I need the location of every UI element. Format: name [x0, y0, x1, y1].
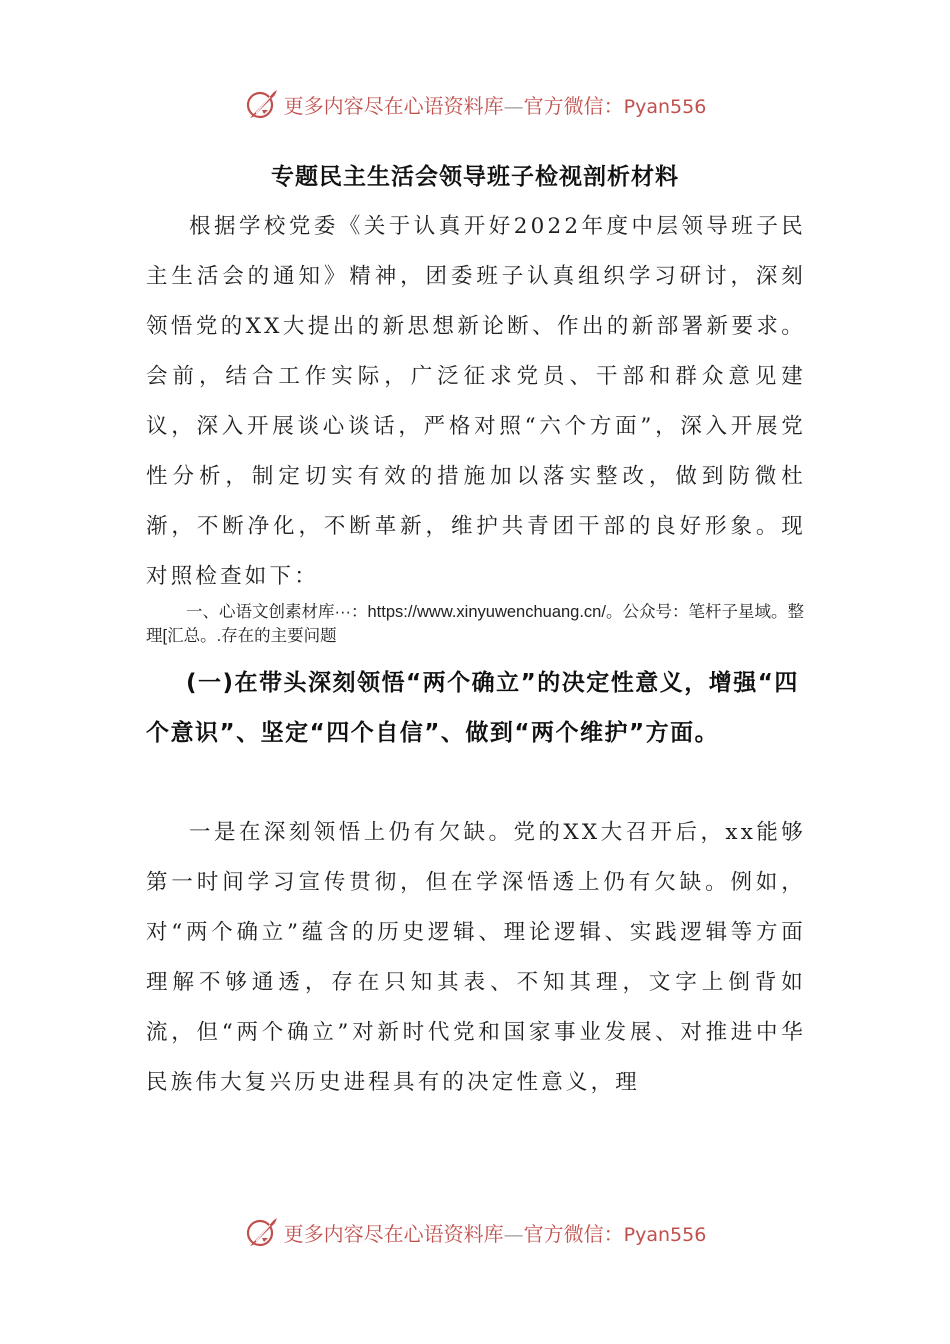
- document-title: 专题民主生活会领导班子检视剖析材料: [271, 164, 679, 190]
- intro-paragraph: 根据学校党委《关于认真开好2022年度中层领导班子民主生活会的通知》精神，团委班子认真组织学习研讨，深刻领悟党的XX大提出的新思想新论断、作出的新部署新要求。会前，结合工作实际，广泛征求党员、干部和群众意见建议，深入开展谈心谈话，严格对照“六个方面”，深入开展党性分析，制定切实有效的措施加以落实整改，做到防微杜渐，不断净化，不断革新，维护共青团干部的良好形象。现对照检查如下：: [146, 214, 806, 589]
- watermark-separator: —: [503, 93, 524, 118]
- section-heading: (一)在带头深刻领悟“两个确立”的决定性意义，增强“四个意识”、坚定“四个自信”、做到“两个维护”方面。: [146, 670, 799, 746]
- watermark-wechat-id: Pyan556: [623, 1223, 707, 1246]
- header-watermark: [0, 84, 950, 124]
- watermark-wechat-id: Pyan556: [623, 95, 707, 118]
- watermark-separator: —: [503, 1221, 524, 1246]
- source-note: 一、心语文创素材库···：https://www.xinyuwenchuang.cn/。公众号：笔杆子星域。整理[汇总。.存在的主要问题: [146, 603, 804, 645]
- watermark-text: [284, 90, 707, 119]
- feather-pen-logo-icon: [244, 86, 280, 122]
- feather-pen-logo-icon: [244, 1214, 280, 1250]
- watermark-official: 官方微信：: [523, 1221, 624, 1246]
- watermark-main: 更多内容尽在心语资料库: [283, 1221, 504, 1246]
- footer-watermark: [0, 1212, 950, 1252]
- watermark-text: [284, 1218, 707, 1247]
- watermark-main: 更多内容尽在心语资料库: [283, 93, 504, 118]
- section-paragraph: 一是在深刻领悟上仍有欠缺。党的XX大召开后，xx能够第一时间学习宣传贯彻，但在学深悟透上仍有欠缺。例如，对“两个确立”蕴含的历史逻辑、理论逻辑、实践逻辑等方面理解不够通透，存在只知其表、不知其理，文字上倒背如流，但“两个确立”对新时代党和国家事业发展、对推进中华民族伟大复兴历史进程具有的决定性意义，理: [146, 820, 806, 1095]
- watermark-official: 官方微信：: [523, 93, 624, 118]
